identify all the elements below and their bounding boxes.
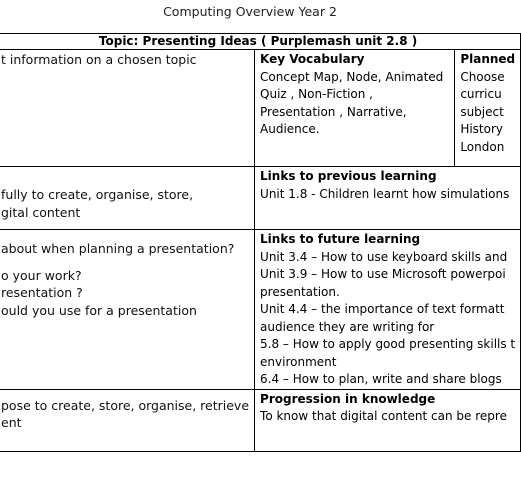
future-learning-row [0,230,521,390]
purpose-line: pose to create, store, organise, retrieve [1,397,250,413]
vocabulary-line: Presentation , Narrative, [260,104,407,119]
question-line: o your work? [1,267,82,283]
planned-line: London [460,139,505,154]
objective-line: t information on a chosen topic [1,52,197,67]
future-learning-line: 6.4 – How to plan, write and share blogs [260,372,502,386]
progression-line: To know that digital content can be repre [260,409,507,423]
planned-line: curricu [460,87,502,101]
topic-heading: Topic: Presenting Ideas ( Purplemash unit 2.8 ) [0,34,521,50]
objective-cell [0,50,255,167]
future-learning-line: Unit 3.9 – How to use Microsoft powerpoi [260,267,506,281]
page-title: Computing Overview Year 2 [163,4,337,19]
skills-line: fully to create, organise, store, [1,187,194,202]
question-line: ould you use for a presentation [1,302,197,318]
vocabulary-row [0,50,521,167]
previous-learning-cell [255,167,521,230]
future-learning-line: presentation. [260,284,340,299]
overview-table [0,33,521,452]
progression-row [0,389,521,451]
key-vocabulary-heading: Key Vocabulary [260,52,365,66]
vocabulary-line: Concept Map, Node, Animated [260,69,444,84]
future-learning-line: Unit 3.4 – How to use keyboard skills and [260,249,508,264]
vocabulary-line: Audience. [260,122,320,136]
planned-line: History [460,122,504,136]
future-learning-cell [255,230,521,390]
previous-learning-heading: Links to previous learning [260,169,437,183]
planned-heading: Planned [460,52,516,66]
purpose-cell [0,389,255,451]
question-line: about when planning a presentation? [1,241,235,256]
future-learning-heading: Links to future learning [260,232,421,246]
previous-learning-row [0,167,521,230]
progression-cell [255,389,521,451]
skills-cell [0,167,255,230]
previous-learning-line: Unit 1.8 - Children learnt how simulations [260,186,510,201]
future-learning-line: 5.8 – How to apply good presenting skills t [260,337,516,351]
planned-line: subject [460,104,504,119]
planned-line: Choose [460,69,505,84]
key-vocabulary-cell [255,50,455,167]
skills-line: gital content [1,204,81,220]
topic-row [0,34,521,50]
planned-cell [455,50,521,167]
purpose-line: ent [1,415,22,430]
future-learning-line: audience they are writing for [260,319,435,334]
vocabulary-line: Quiz , Non-Fiction , [260,87,373,101]
future-learning-line: environment [260,354,337,369]
future-learning-line: Unit 4.4 – the importance of text formatt [260,302,505,316]
questions-cell [0,230,255,390]
question-line: resentation ? [1,285,83,300]
progression-heading: Progression in knowledge [260,391,436,406]
